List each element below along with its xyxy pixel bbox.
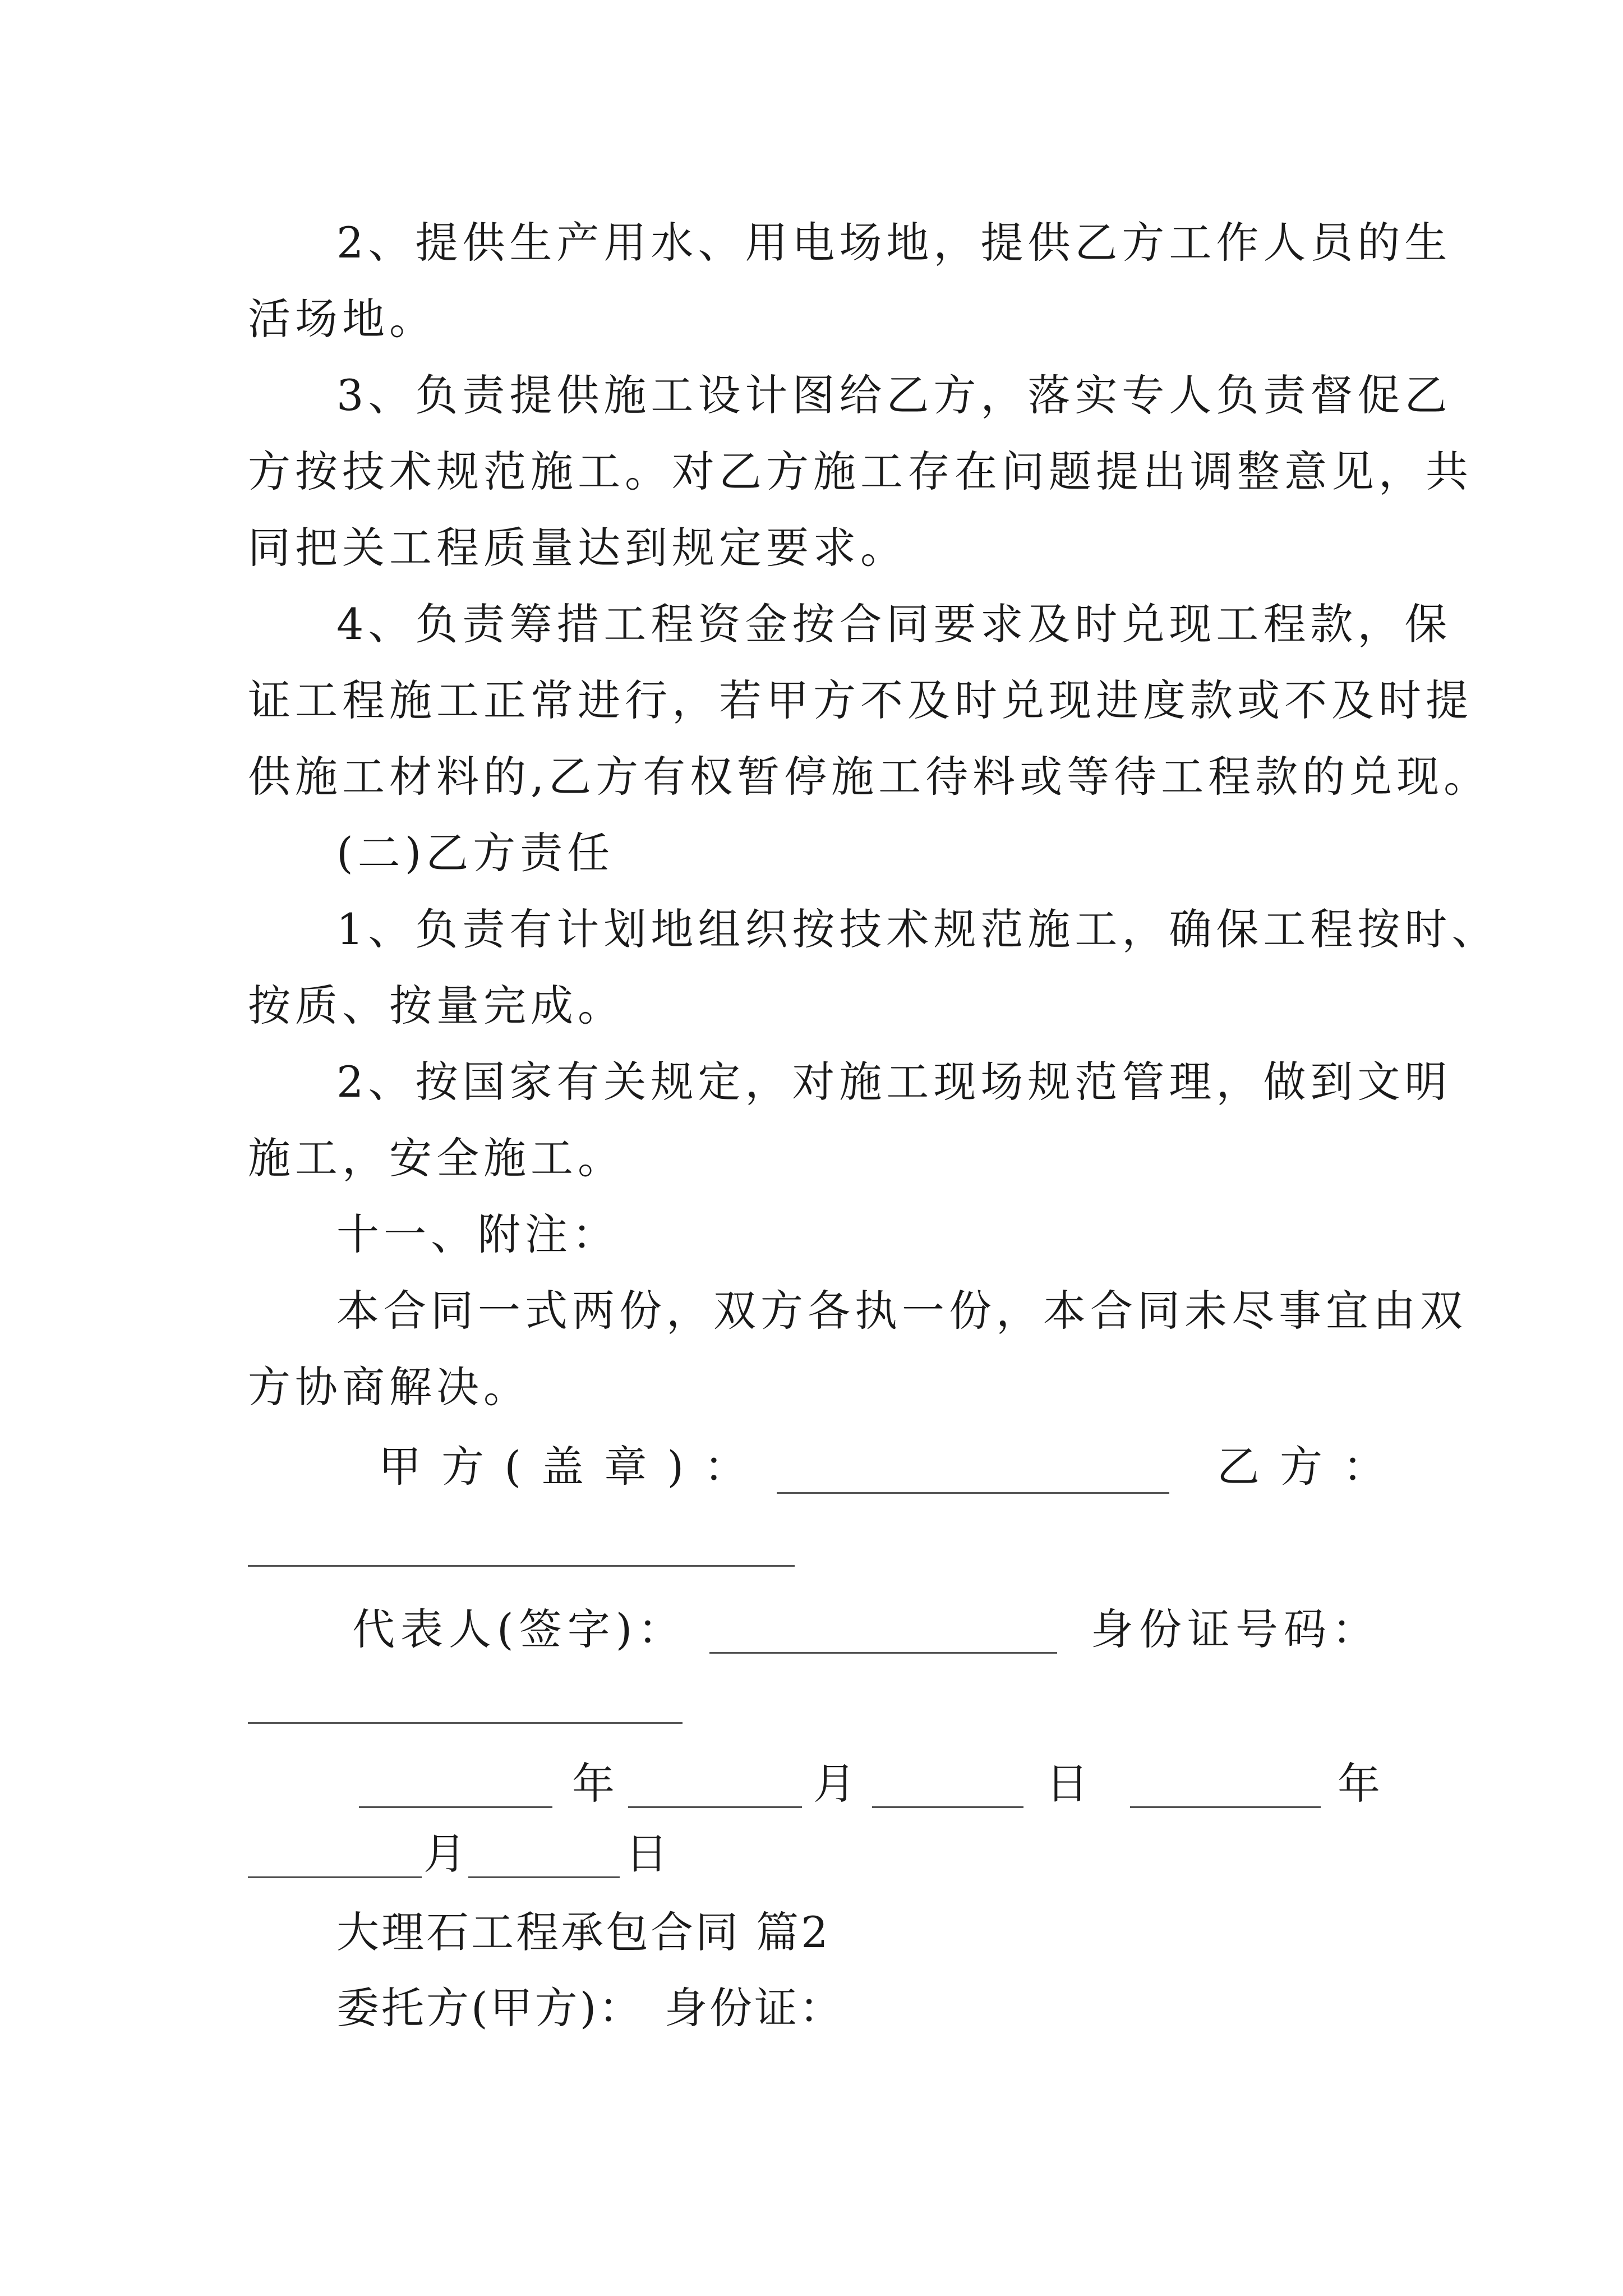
section-heading: (二)乙方责任 [336,828,615,878]
paragraph-line: 方协商解决。 [248,1362,531,1412]
paragraph-line: 同把关工程质量达到规定要求。 [248,523,907,573]
paragraph-line: 供施工材料的,乙方有权暂停施工待料或等待工程款的兑现。 [248,752,1491,802]
date-day-line-2 [468,1876,620,1878]
date-year-label: 年 [572,1759,615,1809]
representative-label: 代表人(签字)： [352,1604,686,1654]
paragraph-line: 2、按国家有关规定，对施工现场规范管理，做到文明 [336,1057,1452,1107]
id-label: 身份证： [665,1983,844,2033]
representative-signature-line [709,1652,1057,1654]
id-number-line [248,1722,683,1724]
party-b-signature-line [248,1565,795,1567]
paragraph-line: 活场地。 [248,294,436,344]
party-a-signature-line [777,1492,1169,1494]
date-day-line [872,1806,1023,1808]
date-year-label-2: 年 [1338,1759,1380,1809]
paragraph-line: 3、负责提供施工设计图给乙方，落实专人负责督促乙 [336,370,1452,420]
paragraph-line: 本合同一式两份，双方各执一份，本合同未尽事宜由双 [336,1286,1467,1336]
date-month-label-2: 月 [423,1829,466,1879]
date-month-line-2 [248,1876,422,1878]
date-year-line-2 [1130,1806,1321,1808]
paragraph-line: 施工，安全施工。 [248,1133,625,1183]
paragraph-line: 证工程施工正常进行，若甲方不及时兑现进度款或不及时提 [248,675,1473,725]
paragraph-line: 1、负责有计划地组织按技术规范施工，确保工程按时、 [336,904,1499,954]
section-title: 大理石工程承包合同 篇2 [336,1907,831,1957]
date-day-label-2: 日 [625,1829,668,1879]
paragraph-line: 方按技术规范施工。对乙方施工存在问题提出调整意见，共 [248,447,1473,496]
date-month-line [628,1806,802,1808]
id-number-label: 身份证号码： [1091,1604,1380,1654]
party-a-label: 甲 方 ( 盖 章 ) ： [379,1442,750,1492]
date-day-label: 日 [1046,1759,1089,1809]
date-month-label: 月 [813,1759,856,1809]
paragraph-line: 4、负责筹措工程资金按合同要求及时兑现工程款，保 [336,599,1452,649]
paragraph-line: 按质、按量完成。 [248,981,625,1030]
paragraph-line: 2、提供生产用水、用电场地，提供乙方工作人员的生 [336,218,1452,268]
section-heading: 十一、附注： [336,1209,619,1259]
client-label: 委托方(甲方)： [336,1983,644,2033]
party-b-label: 乙 方 ： [1217,1442,1389,1492]
date-year-line [359,1806,552,1808]
